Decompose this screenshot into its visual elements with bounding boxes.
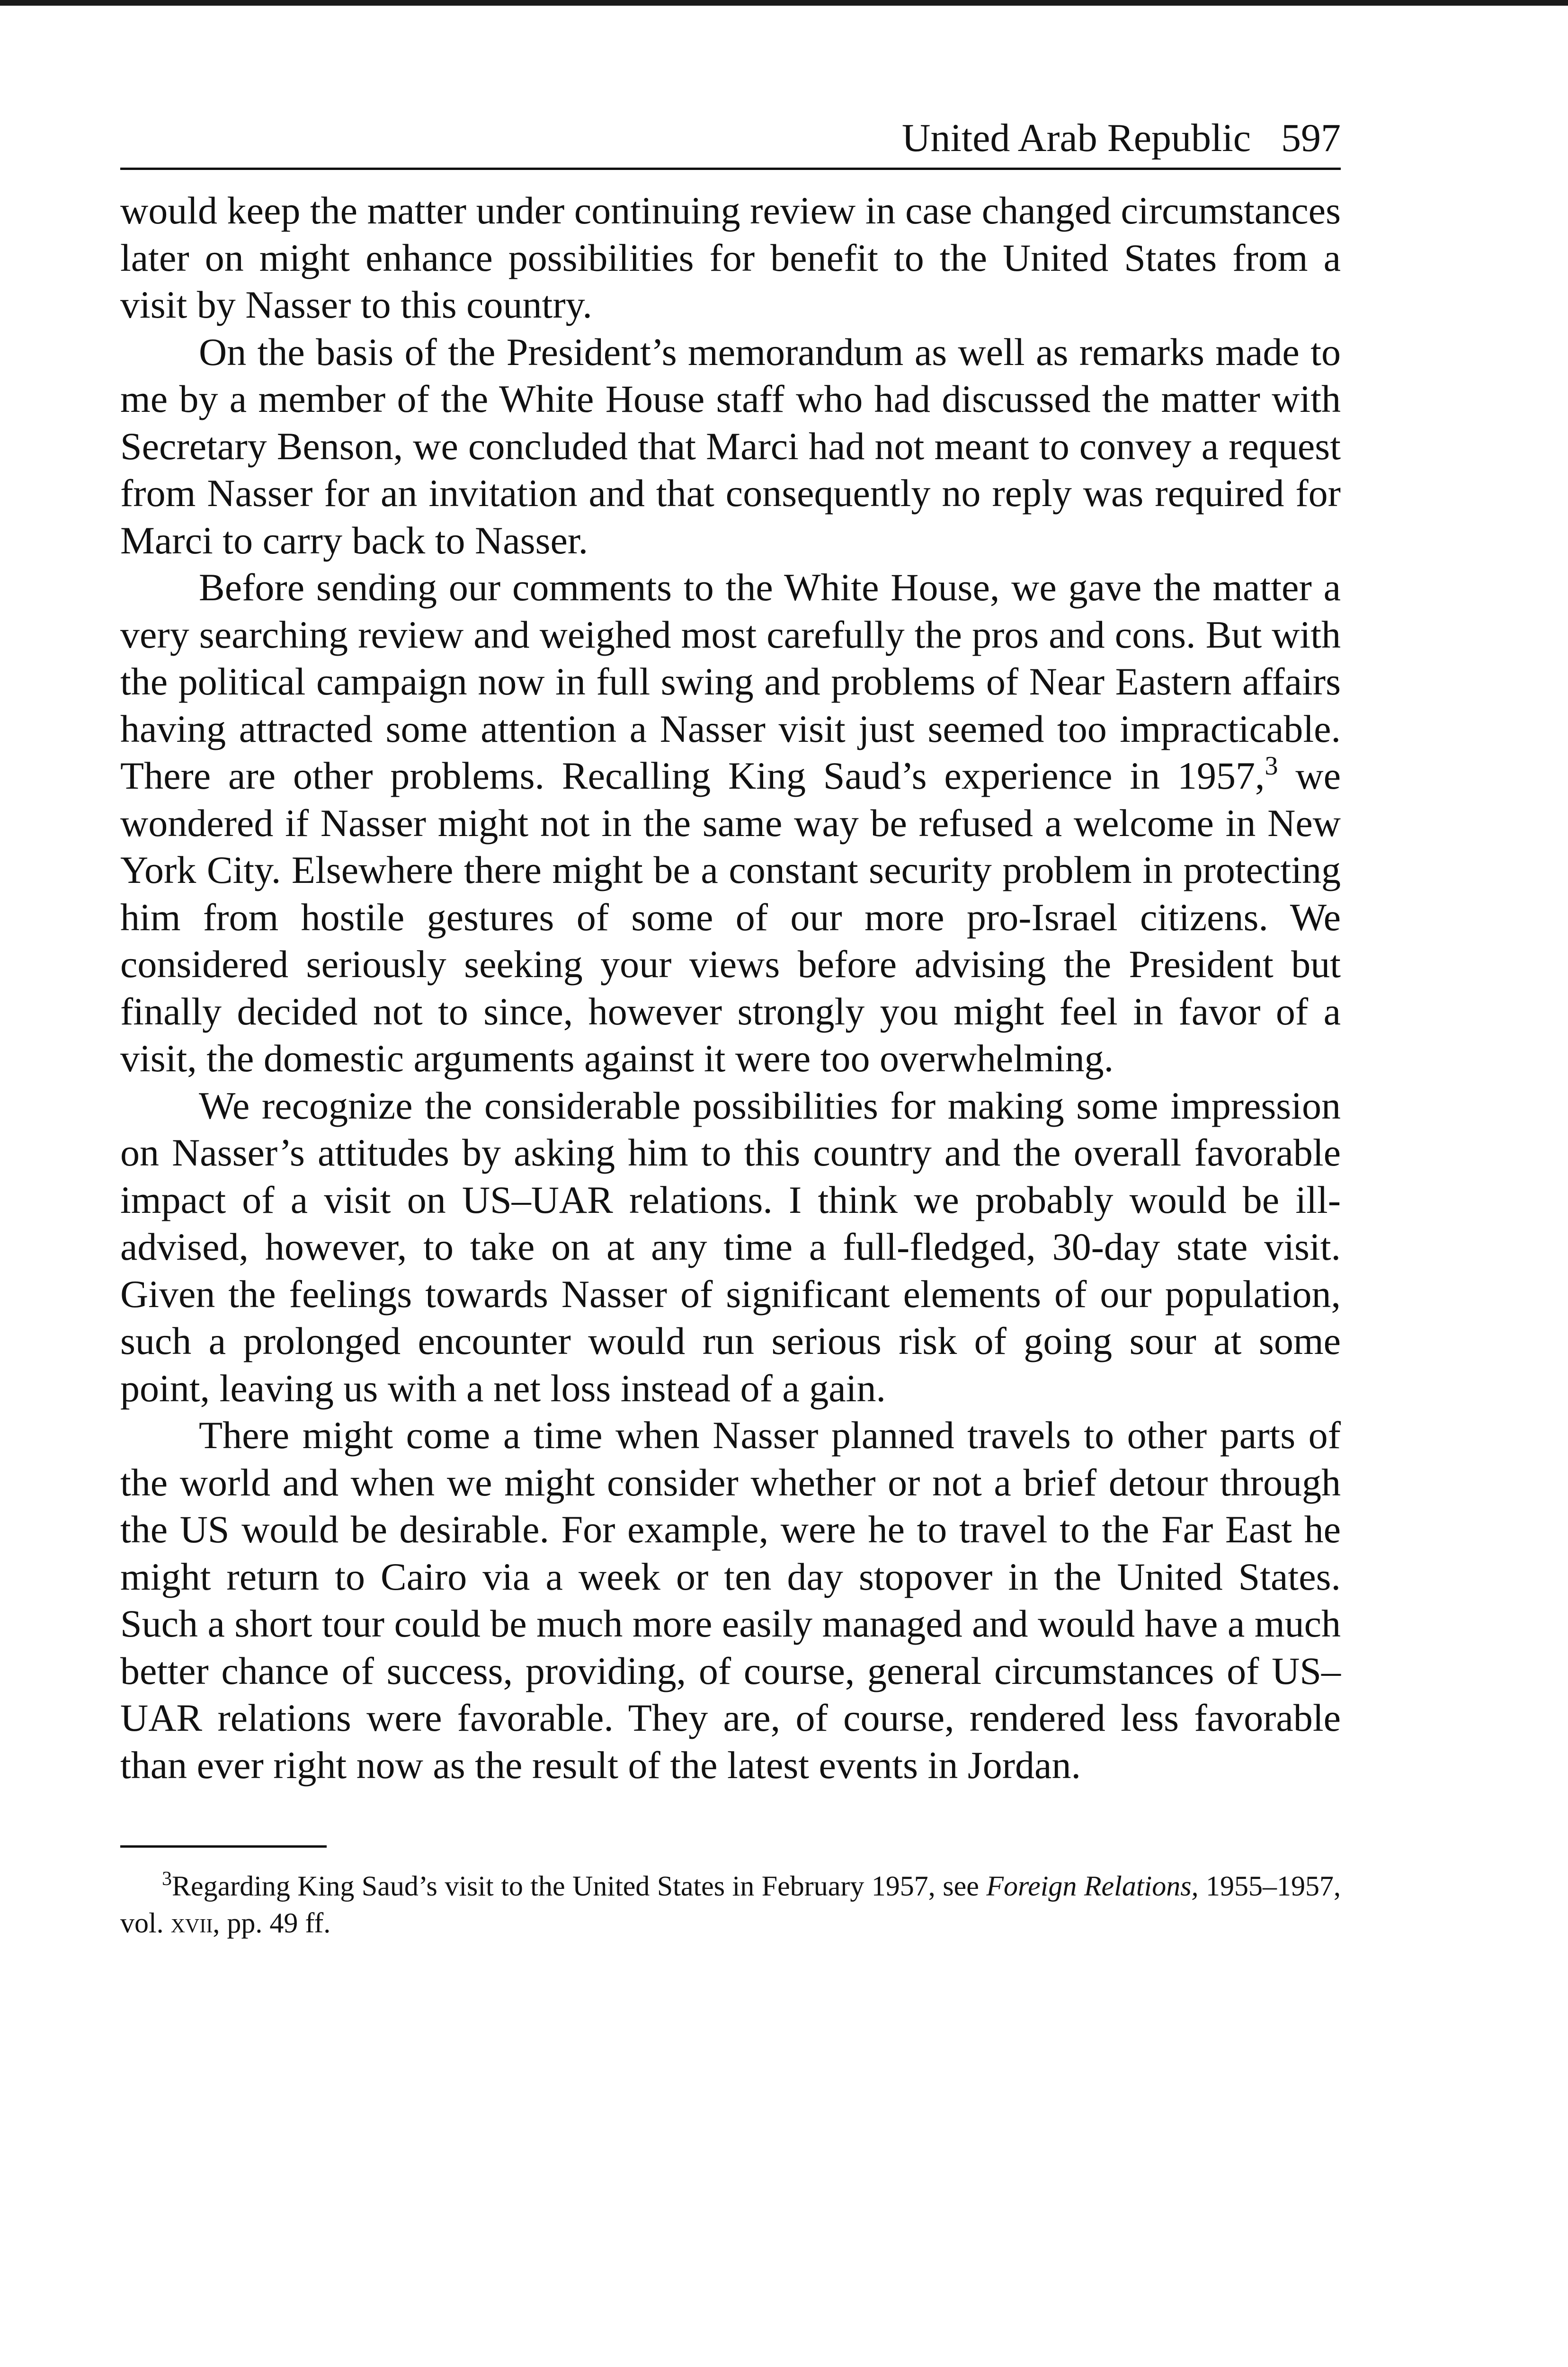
footnote-pages: , pp. 49 ff. bbox=[213, 1907, 331, 1939]
paragraph-text: Before sending our comments to the White House, we gave the matter a very searching review and weighed most carefully the pros and cons. But with the political campaign now in full swing and problems of Near Eastern affairs having attracted some attention a Nasser visit just seemed too impracticable. There are other problems. Recalling King Saud’s experience in 1957, bbox=[120, 566, 1341, 797]
paragraph bbox=[120, 564, 1341, 1082]
footnote-citation: 1955–1957, vol. bbox=[120, 1870, 1341, 1939]
document-page bbox=[120, 118, 1341, 1941]
footnote-text: Regarding King Saud’s visit to the United States in February 1957, see bbox=[172, 1870, 987, 1902]
paragraph: On the basis of the President’s memorandum as well as remarks made to me by a member of the White House staff who had discussed the matter with Secretary Benson, we concluded that Marci had not meant to convey a request from Nasser for an invitation and that consequently no reply was required for Marci to carry back to Nasser. bbox=[120, 330, 1341, 562]
footnote bbox=[120, 1868, 1341, 1941]
running-head-title: United Arab Republic bbox=[901, 116, 1251, 160]
paragraph: would keep the matter under continuing review in case changed circumstances later on might enhance possibilities for benefit to the United States from a visit by Nasser to this country. bbox=[120, 189, 1341, 326]
footnote-volume: xvii bbox=[170, 1907, 213, 1939]
footnote-marker: 3 bbox=[162, 1868, 172, 1890]
paragraph: We recognize the considerable possibilities for making some impression on Nasser’s attitudes by asking him to this country and the overall favorable impact of a visit on US–UAR relations. I think we probably would be ill-advised, however, to take on at any time a full-fledged, 30-day state visit. Given the feelings towards Nasser of significant elements of our population, such a prolonged encounter would run serious risk of going sour at some point, leaving us with a net loss instead of a gain. bbox=[120, 1084, 1341, 1410]
paragraph-text: we wondered if Nasser might not in the same way be refused a welcome in New York City. Elsewhere there might be a constant security problem in protecting him from hostile gestures of some of our more pro-Israel citizens. We considered seriously seeking your views before advising the President but finally decided not to since, however strongly you might feel in favor of a visit, the domestic arguments against it were too overwhelming. bbox=[120, 754, 1341, 1080]
top-edge-rule bbox=[0, 0, 1568, 6]
body-text bbox=[120, 187, 1341, 1789]
footnote-separator bbox=[120, 1845, 327, 1848]
footnote-citation-title: Foreign Relations, bbox=[986, 1870, 1199, 1902]
footnote-reference[interactable]: 3 bbox=[1265, 751, 1278, 781]
paragraph: There might come a time when Nasser planned travels to other parts of the world and when we might consider whether or not a brief detour through the US would be desirable. For example, were he to travel to the Far East he might return to Cairo via a week or ten day stopover in the United States. Such a short tour could be much more easily managed and would have a much better chance of success, providing, of course, general circumstances of US–UAR relations were favorable. They are, of course, rendered less favorable than ever right now as the result of the latest events in Jordan. bbox=[120, 1414, 1341, 1787]
page-number: 597 bbox=[1281, 116, 1341, 160]
running-head bbox=[120, 118, 1341, 170]
